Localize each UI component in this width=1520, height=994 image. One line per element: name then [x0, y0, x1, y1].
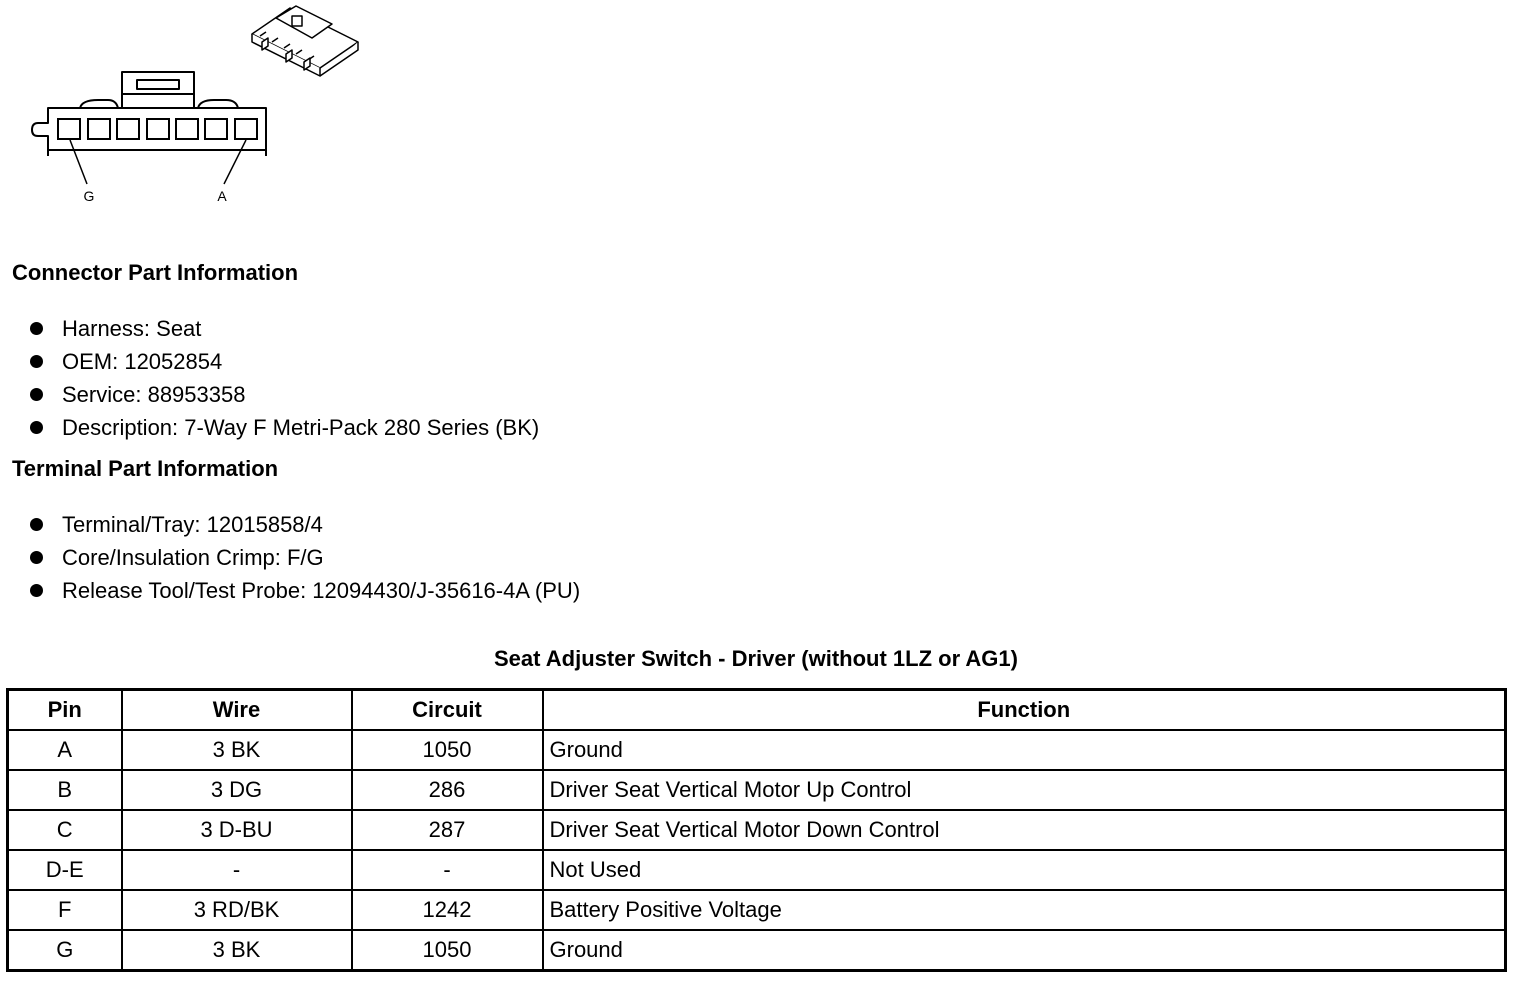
- bullet-icon: [30, 551, 43, 564]
- table-row: [8, 770, 1506, 810]
- cell-function: Not Used: [543, 850, 1506, 890]
- list-item: OEM: 12052854: [30, 345, 539, 378]
- table-row: [8, 850, 1506, 890]
- cell-function: Battery Positive Voltage: [543, 890, 1506, 930]
- cell-function: Ground: [543, 930, 1506, 971]
- table-row: [8, 890, 1506, 930]
- list-item: Release Tool/Test Probe: 12094430/J-35616-4A (PU): [30, 574, 580, 607]
- table-row: [8, 730, 1506, 770]
- cell-pin: C: [8, 810, 122, 850]
- connector-face-diagram: [0, 0, 380, 215]
- cell-wire: 3 RD/BK: [122, 890, 352, 930]
- cell-function: Ground: [543, 730, 1506, 770]
- bullet-icon: [30, 388, 43, 401]
- cell-wire: 3 D-BU: [122, 810, 352, 850]
- bullet-icon: [30, 584, 43, 597]
- cell-wire: 3 BK: [122, 930, 352, 971]
- cell-pin: A: [8, 730, 122, 770]
- list-item: Harness: Seat: [30, 312, 539, 345]
- list-item: Service: 88953358: [30, 378, 539, 411]
- connector-part-info-list: [30, 312, 539, 444]
- cell-circuit: 286: [352, 770, 543, 810]
- bullet-icon: [30, 322, 43, 335]
- cell-pin: F: [8, 890, 122, 930]
- cell-wire: 3 DG: [122, 770, 352, 810]
- header-circuit: Circuit: [352, 690, 543, 731]
- pin-table-title: Seat Adjuster Switch - Driver (without 1LZ or AG1): [494, 646, 1018, 671]
- pin-label-g: G: [83, 188, 95, 204]
- bullet-icon: [30, 355, 43, 368]
- cell-wire: 3 BK: [122, 730, 352, 770]
- pin-table: [6, 688, 1507, 972]
- connector-isometric-view: [252, 6, 358, 76]
- table-row: [8, 810, 1506, 850]
- connector-part-info-heading: Connector Part Information: [12, 260, 299, 285]
- cell-circuit: 1050: [352, 930, 543, 971]
- list-item: Core/Insulation Crimp: F/G: [30, 541, 580, 574]
- cell-pin: B: [8, 770, 122, 810]
- table-header-row: [8, 690, 1506, 731]
- cell-pin: D-E: [8, 850, 122, 890]
- pin-label-a: A: [217, 188, 227, 204]
- header-function: Function: [543, 690, 1506, 731]
- cell-circuit: 1050: [352, 730, 543, 770]
- bullet-icon: [30, 421, 43, 434]
- header-pin: Pin: [8, 690, 122, 731]
- header-wire: Wire: [122, 690, 352, 731]
- bullet-icon: [30, 518, 43, 531]
- cell-circuit: -: [352, 850, 543, 890]
- terminal-part-info-list: [30, 508, 580, 607]
- terminal-part-info-heading: Terminal Part Information: [12, 456, 279, 481]
- cell-function: Driver Seat Vertical Motor Down Control: [543, 810, 1506, 850]
- list-item: Terminal/Tray: 12015858/4: [30, 508, 580, 541]
- cell-function: Driver Seat Vertical Motor Up Control: [543, 770, 1506, 810]
- list-item: Description: 7-Way F Metri-Pack 280 Series (BK): [30, 411, 539, 444]
- cell-pin: G: [8, 930, 122, 971]
- cell-wire: -: [122, 850, 352, 890]
- table-row: [8, 930, 1506, 971]
- cell-circuit: 287: [352, 810, 543, 850]
- cell-circuit: 1242: [352, 890, 543, 930]
